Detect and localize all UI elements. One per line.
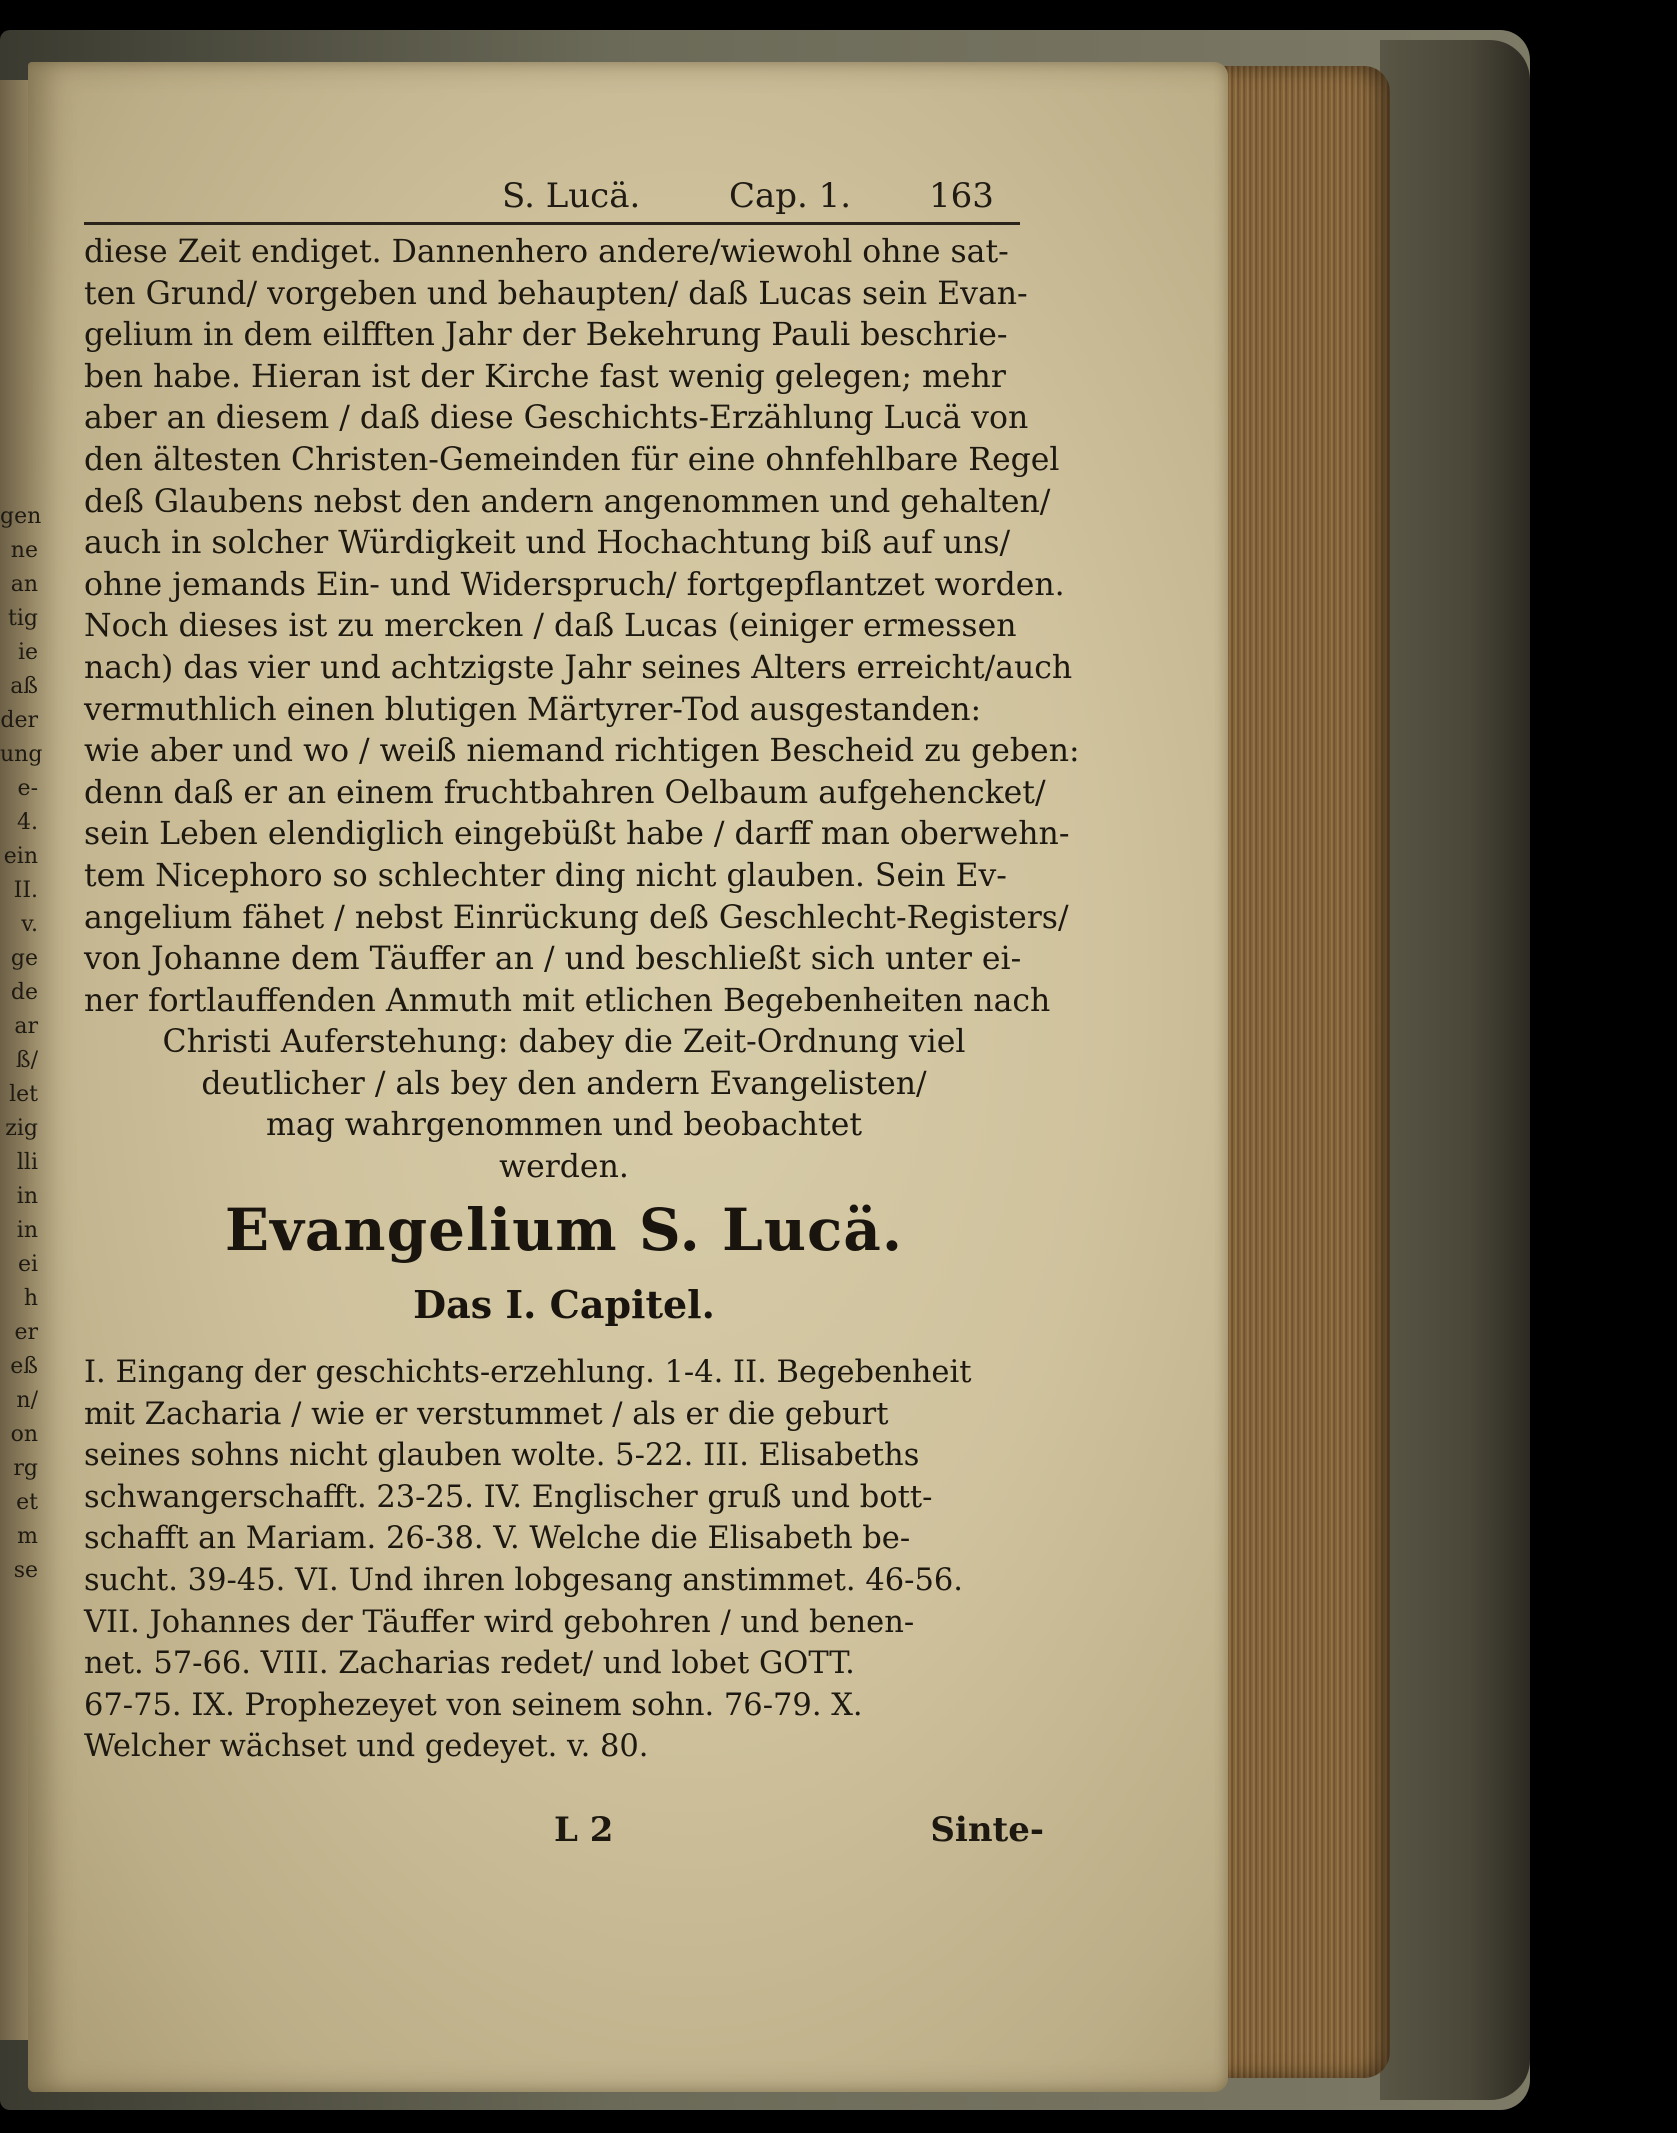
intro-line: auch in solcher Würdigkeit und Hochachtung biß auf uns/ xyxy=(84,525,1011,562)
intro-taper-line: deutlicher / als bey den andern Evangelisten/ xyxy=(201,1065,927,1102)
margin-fragment: II. xyxy=(13,878,38,903)
summary-line: VII. Johannes der Täuffer wird gebohren / und benen- xyxy=(84,1604,915,1640)
margin-fragment: eß xyxy=(10,1354,38,1379)
summary-line: I. Eingang der geschichts-erzehlung. 1-4. II. Begebenheit xyxy=(84,1355,972,1390)
intro-taper-line: Christi Auferstehung: dabey die Zeit-Ordnung viel xyxy=(162,1024,966,1061)
margin-fragment: e- xyxy=(17,776,38,801)
margin-fragment: de xyxy=(10,980,38,1005)
margin-fragment: an xyxy=(10,572,38,597)
margin-fragment: gen xyxy=(0,504,42,529)
intro-line: vermuthlich einen blutigen Märtyrer-Tod ausgestanden: xyxy=(84,691,982,728)
margin-fragment: ein xyxy=(3,844,38,869)
margin-fragment: ß/ xyxy=(15,1048,38,1073)
page-footer xyxy=(84,1810,1044,1860)
intro-line: ohne jemands Ein- und Widerspruch/ fortgepflantzet worden. xyxy=(84,566,1065,603)
page-number: 163 xyxy=(929,176,994,216)
margin-fragment: aß xyxy=(10,674,38,699)
intro-line: wie aber und wo / weiß niemand richtigen Bescheid zu geben: xyxy=(84,733,1080,770)
margin-fragment: in xyxy=(16,1184,38,1209)
margin-fragment: er xyxy=(14,1320,38,1345)
intro-line: ten Grund/ vorgeben und behaupten/ daß Lucas sein Evan- xyxy=(84,275,1028,312)
margin-fragment: et xyxy=(16,1490,38,1515)
margin-fragment: n/ xyxy=(16,1388,38,1413)
summary-line: seines sohns nicht glauben wolte. 5-22. III. Elisabeths xyxy=(84,1438,920,1474)
intro-taper-line: werden. xyxy=(499,1149,629,1186)
margin-fragment: ar xyxy=(14,1014,38,1039)
margin-fragment: zig xyxy=(5,1116,38,1141)
margin-fragment: on xyxy=(10,1422,38,1447)
summary-line: schwangerschafft. 23-25. IV. Englischer gruß und bott- xyxy=(84,1479,933,1515)
intro-line: den ältesten Christen-Gemeinden für eine ohnfehlbare Regel xyxy=(84,441,1060,478)
margin-fragment: v. xyxy=(21,912,38,937)
intro-line: denn daß er an einem fruchtbahren Oelbaum aufgehencket/ xyxy=(84,774,1046,811)
margin-fragment: m xyxy=(17,1524,38,1549)
chapter-summary xyxy=(84,1352,1044,1768)
intro-line: ner fortlauffenden Anmuth mit etlichen Begebenheiten nach xyxy=(84,982,1051,1019)
summary-line: 67-75. IX. Prophezeyet von seinem sohn. 76-79. X. xyxy=(84,1687,863,1723)
page-edges xyxy=(1222,66,1390,2078)
margin-fragment: ge xyxy=(10,946,38,971)
running-head-book: S. Lucä. xyxy=(502,176,641,216)
intro-line: diese Zeit endiget. Dannenhero andere/wiewohl ohne sat- xyxy=(84,234,1009,270)
intro-line: gelium in dem eilfften Jahr der Bekehrung Pauli beschrie- xyxy=(84,317,1008,354)
intro-line: deß Glaubens nebst den andern angenommen und gehalten/ xyxy=(84,483,1051,520)
intro-line: tem Nicephoro so schlechter ding nicht glauben. Sein Ev- xyxy=(84,857,1007,894)
margin-fragment: se xyxy=(13,1558,38,1583)
introduction-text xyxy=(84,232,1080,1189)
intro-taper-line: mag wahrgenommen und beobachtet xyxy=(265,1107,862,1144)
summary-line: mit Zacharia / wie er verstummet / als er die geburt xyxy=(84,1396,889,1432)
intro-line: aber an diesem / daß diese Geschichts-Erzählung Lucä von xyxy=(84,400,1029,437)
intro-line: nach) das vier und achtzigste Jahr seines Alters erreicht/auch xyxy=(84,649,1073,686)
margin-fragment: 4. xyxy=(17,810,38,835)
margin-fragment: in xyxy=(16,1218,38,1243)
margin-fragment: tig xyxy=(8,606,38,631)
header-rule xyxy=(84,222,1020,225)
margin-fragment: lli xyxy=(16,1150,38,1175)
running-head-chapter: Cap. 1. xyxy=(729,176,852,216)
margin-fragment: ung xyxy=(0,742,43,767)
signature-mark: L 2 xyxy=(554,1810,614,1850)
intro-line: angelium fähet / nebst Einrückung deß Geschlecht-Registers/ xyxy=(84,899,1069,936)
intro-line: sein Leben elendiglich eingebüßt habe / darff man oberwehn- xyxy=(84,816,1070,853)
catchword: Sinte- xyxy=(930,1810,1044,1850)
chapter-heading: Das I. Capitel. xyxy=(413,1282,715,1327)
summary-line: schafft an Mariam. 26-38. V. Welche die Elisabeth be- xyxy=(84,1521,911,1557)
running-head xyxy=(84,176,1014,224)
margin-fragment: rg xyxy=(13,1456,38,1481)
margin-fragment: der xyxy=(0,708,38,733)
intro-line: von Johanne dem Täuffer an / und beschließt sich unter ei- xyxy=(84,941,1022,978)
gospel-title: Evangelium S. Lucä. xyxy=(224,1196,904,1264)
summary-line: sucht. 39-45. VI. Und ihren lobgesang anstimmet. 46-56. xyxy=(84,1562,963,1598)
intro-line: ben habe. Hieran ist der Kirche fast wenig gelegen; mehr xyxy=(84,358,1006,395)
cover-edge xyxy=(1380,40,1530,2100)
facing-page-margin-text xyxy=(0,500,43,1588)
intro-line: Noch dieses ist zu mercken / daß Lucas (einiger ermessen xyxy=(84,608,1017,645)
margin-fragment: let xyxy=(9,1082,38,1107)
summary-line: net. 57-66. VIII. Zacharias redet/ und lobet GOTT. xyxy=(84,1646,855,1682)
margin-fragment: ei xyxy=(17,1252,38,1277)
margin-fragment: ne xyxy=(10,538,38,563)
summary-line: Welcher wächset und gedeyet. v. 80. xyxy=(84,1729,649,1765)
margin-fragment: ie xyxy=(17,640,38,665)
margin-fragment: h xyxy=(23,1286,38,1311)
